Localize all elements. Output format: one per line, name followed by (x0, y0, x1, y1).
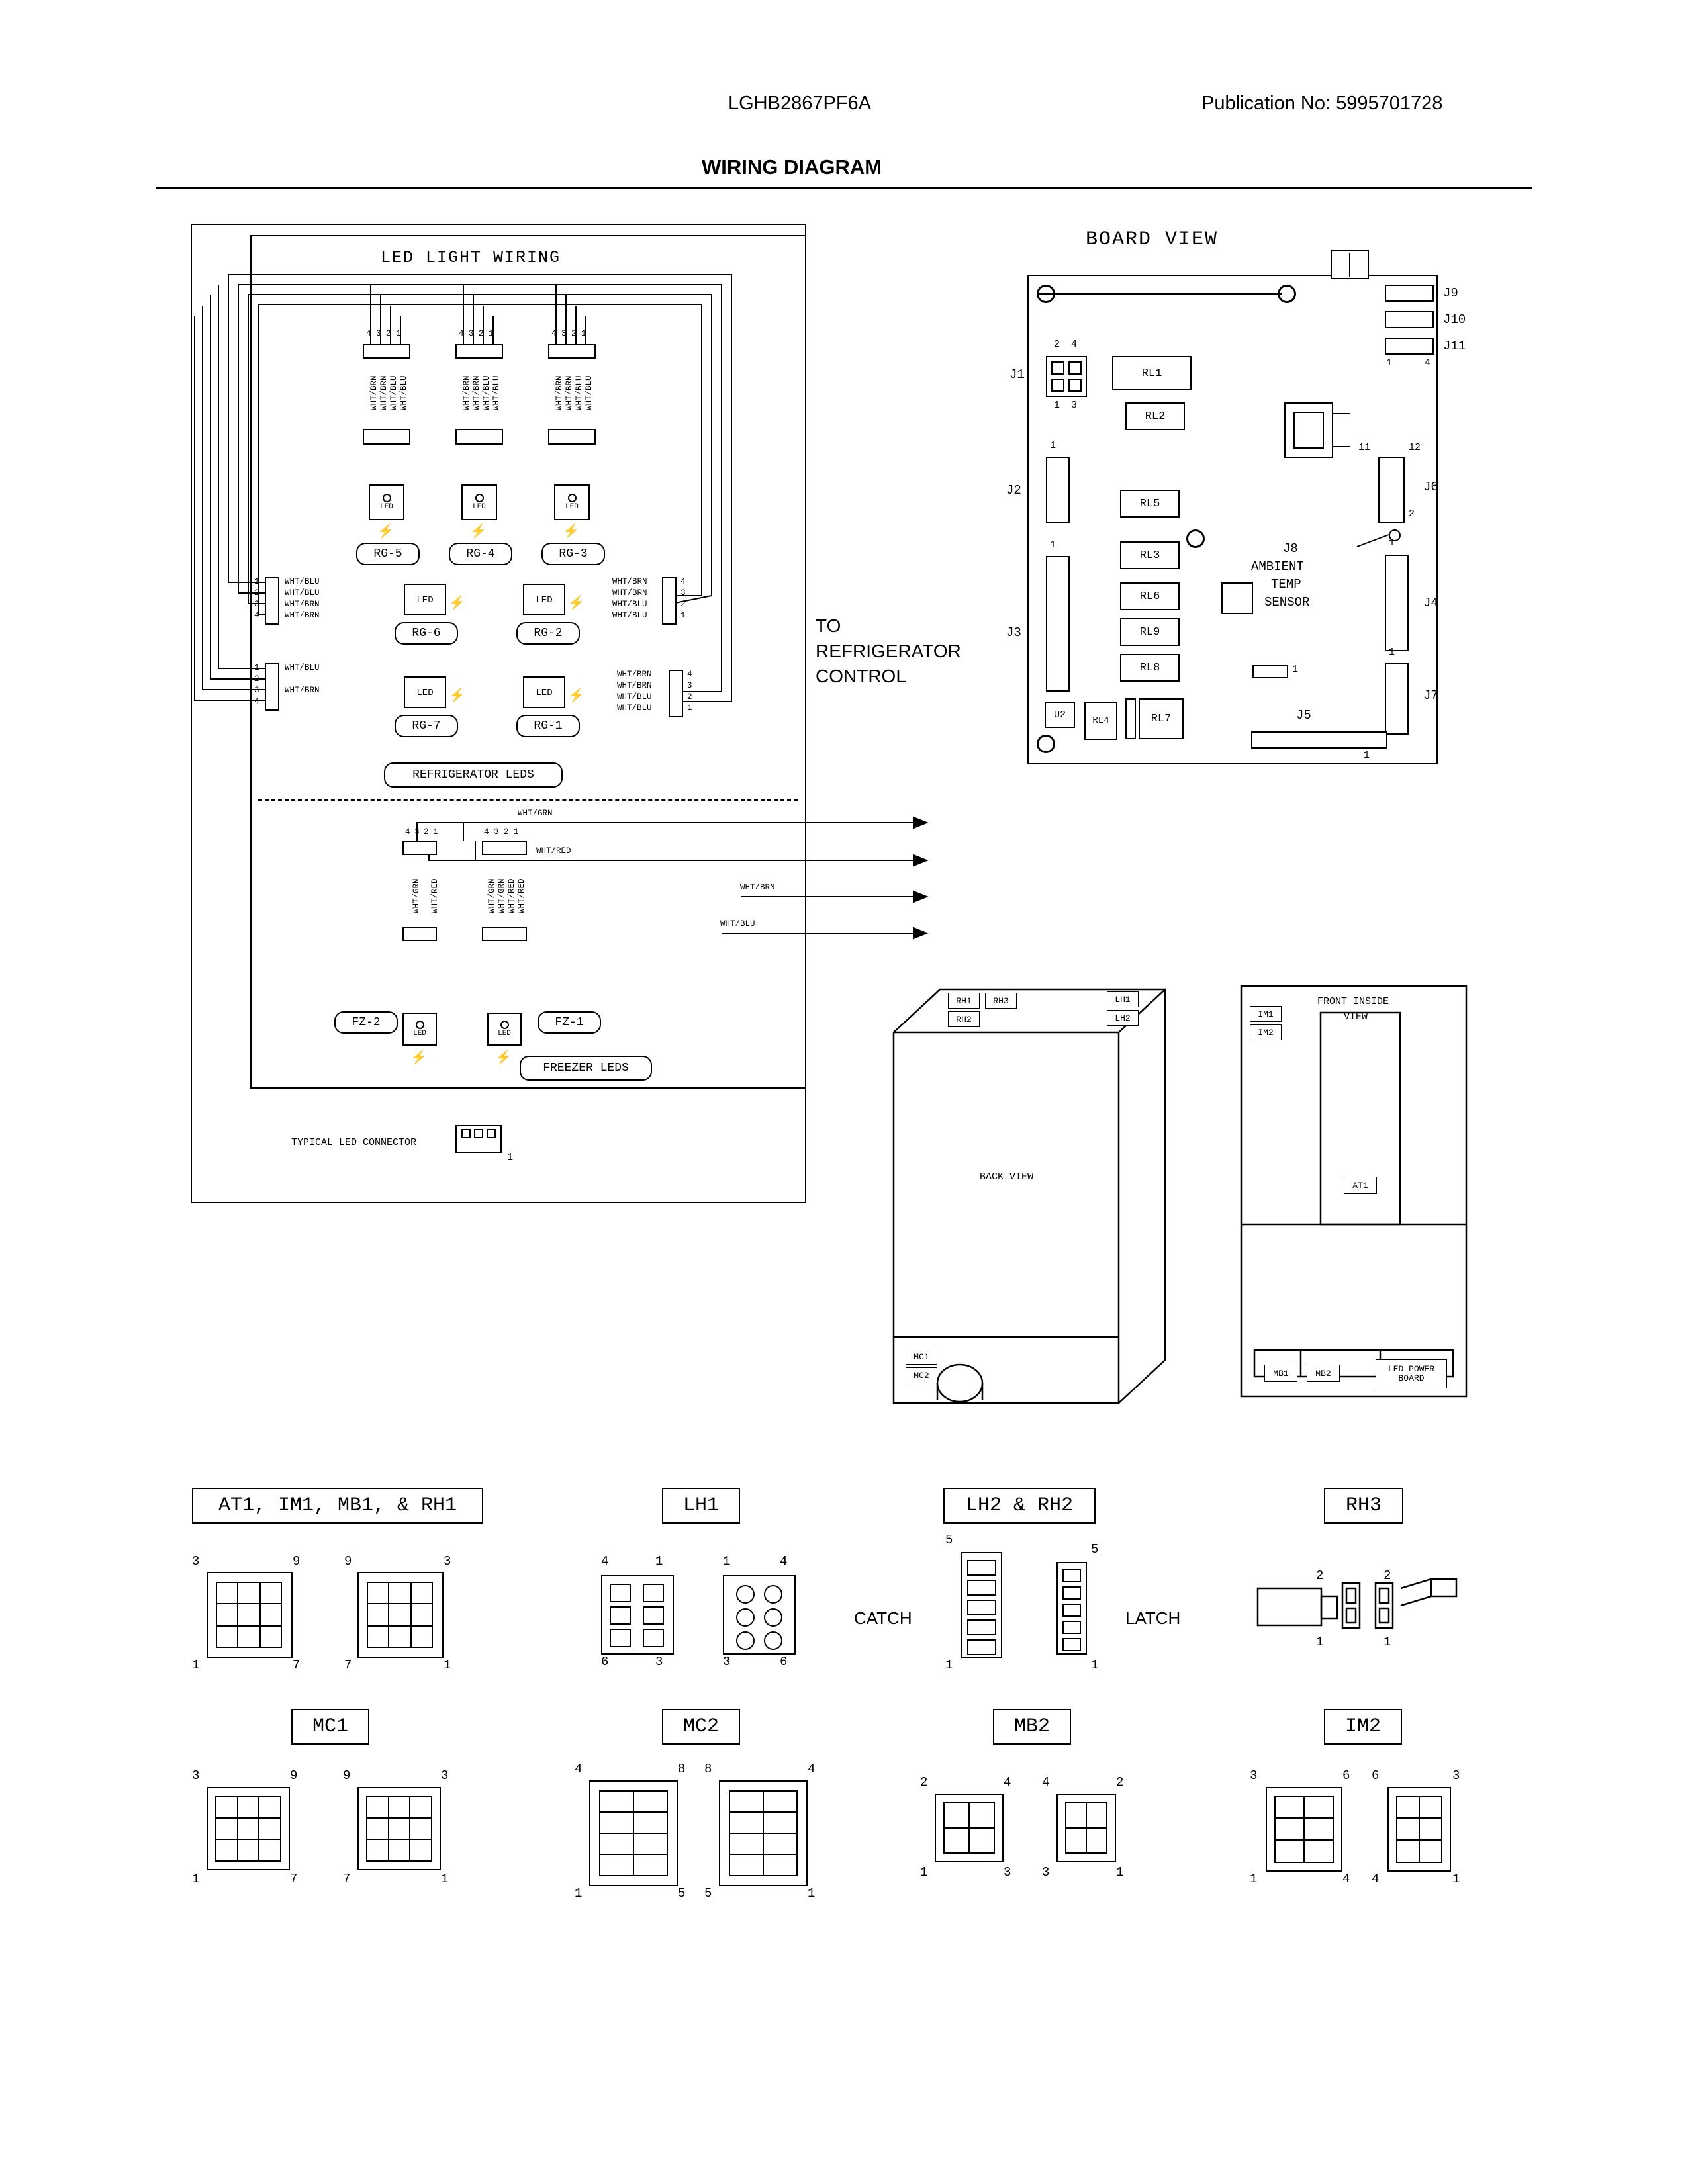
j1-pin-box-2 (1068, 361, 1082, 375)
publication-number: Publication No: 5995701728 (1201, 93, 1443, 114)
j3-label: J3 (1006, 625, 1021, 640)
sensor-label: SENSOR (1264, 595, 1310, 610)
refrigerator-leds-label: REFRIGERATOR LEDS (384, 762, 563, 788)
rg2-pin-1: 1 (680, 611, 686, 620)
rg5-led-header (363, 429, 410, 445)
relay-rl6: RL6 (1120, 582, 1180, 610)
j7-pin-1: 1 (1389, 647, 1395, 658)
lh1-left-pins (610, 1584, 696, 1677)
back-view-label: BACK VIEW (980, 1171, 1034, 1183)
to-refrigerator-control-line2: REFRIGERATOR (816, 641, 961, 661)
connector-title-lh2-rh2: LH2 & RH2 (943, 1488, 1096, 1524)
rg5-connector (363, 344, 410, 359)
rg2-wire-1: WHT/BRN (612, 577, 647, 586)
transformer-lead-bottom (1333, 446, 1350, 447)
mc1-left-pin-br: 7 (290, 1872, 298, 1886)
fz2-pin-3: 3 (414, 827, 420, 837)
fz2-pin-4: 4 (405, 827, 410, 837)
rg5-led (369, 484, 404, 520)
front-inside-view-label-2: VIEW (1344, 1011, 1368, 1023)
rg4-label: RG-4 (449, 543, 512, 565)
fz1-led (487, 1013, 522, 1046)
mc1-left-pin-tl: 3 (192, 1768, 200, 1783)
mb2-left-pin-tl: 2 (920, 1775, 928, 1790)
mc2-right-pin-tl: 8 (704, 1762, 712, 1776)
im2-left-pin-br: 4 (1342, 1872, 1350, 1886)
rg7-pin-2: 2 (254, 674, 259, 684)
at1-left-pin-br: 7 (293, 1658, 301, 1672)
rg7-pin-1: 1 (254, 663, 259, 672)
j9-label: J9 (1443, 286, 1458, 300)
relay-rl5: RL5 (1120, 490, 1180, 518)
page-title: WIRING DIAGRAM (702, 156, 882, 179)
board-transformer-core (1293, 412, 1324, 449)
rg5-led-dot (383, 494, 391, 502)
fz1-label: FZ-1 (538, 1011, 601, 1034)
connector-title-lh1: LH1 (662, 1488, 740, 1524)
rg7-pin-3: 3 (254, 686, 259, 695)
j3-pin-1: 1 (1050, 539, 1056, 551)
freezer-arrow-wire-4: WHT/BLU (720, 919, 755, 929)
fz1-wire-4: WHT/RED (517, 878, 526, 913)
rg1-wire-1: WHT/BRN (617, 670, 652, 679)
cabinet-label-mc2: MC2 (906, 1367, 937, 1383)
j5-label: J5 (1296, 708, 1311, 723)
rg1-pin-4: 4 (687, 670, 692, 679)
fz1-pin-1: 1 (514, 827, 519, 837)
rg6-wire-3: WHT/BRN (285, 600, 320, 609)
rg6-pin-4: 4 (254, 611, 259, 620)
rg4-wire-4: WHT/BLU (492, 375, 501, 410)
cabinet-label-lh1: LH1 (1107, 991, 1139, 1007)
rg7-connector (265, 663, 279, 711)
typical-led-connector-pin-number: 1 (507, 1152, 514, 1163)
mc2-left-pin-tl: 4 (575, 1762, 583, 1776)
fz2-wire-1: WHT/GRN (412, 878, 421, 913)
cabinet-label-rh3: RH3 (985, 993, 1017, 1009)
catch-label: CATCH (854, 1608, 912, 1628)
board-small-component-pin: 1 (1292, 664, 1299, 675)
board-small-component (1252, 665, 1288, 678)
rg2-connector (662, 577, 677, 625)
rg6-led-text: LED (416, 594, 434, 606)
j1-pin-box-1 (1051, 361, 1064, 375)
rg6-wire-1: WHT/BLU (285, 577, 320, 586)
board-top-connector-div (1349, 253, 1350, 277)
lh2-left-pin-1: 1 (945, 1658, 953, 1672)
mc2-right-pin-tr: 4 (808, 1762, 816, 1776)
fz2-connector (402, 841, 437, 855)
cabinet-label-at1: AT1 (1344, 1177, 1377, 1194)
mb2-right-pin-br: 1 (1116, 1865, 1124, 1880)
rh3-right-pin-2: 2 (1383, 1569, 1391, 1583)
ambient-label: AMBIENT (1251, 559, 1304, 574)
rg4-led-header (455, 429, 503, 445)
rg1-connector (669, 670, 683, 717)
j1-pin-box-4 (1068, 379, 1082, 392)
connector-title-mc1: MC1 (291, 1709, 369, 1745)
board-top-trace (1037, 293, 1282, 295)
j1-pin-4: 4 (1071, 339, 1078, 350)
led-power-board-line1: LED POWER (1387, 1363, 1435, 1374)
rg5-pin-4: 4 (366, 329, 371, 338)
rg2-wire-4: WHT/BLU (612, 611, 647, 620)
fz2-light-icon: ⚡ (410, 1050, 427, 1065)
board-vertical-component (1125, 698, 1136, 739)
mb2-left-pin-bl: 1 (920, 1865, 928, 1880)
rg3-led-header (548, 429, 596, 445)
lh1-right-pins (732, 1584, 818, 1677)
freezer-leds-label: FREEZER LEDS (520, 1056, 652, 1081)
rg4-wire-2: WHT/BRN (472, 375, 481, 410)
mc1-left-pin-tr: 9 (290, 1768, 298, 1783)
rg5-wire-4: WHT/BLU (399, 375, 408, 410)
rg5-label: RG-5 (356, 543, 420, 565)
fz1-wire-3: WHT/RED (507, 878, 516, 913)
typical-led-connector-label: TYPICAL LED CONNECTOR (291, 1137, 417, 1148)
fz2-led-dot (416, 1021, 424, 1029)
rg3-pin-2: 2 (571, 329, 577, 338)
at1-right-pin-bl: 7 (344, 1658, 352, 1672)
relay-rl4: RL4 (1084, 702, 1117, 740)
fz2-pin-2: 2 (424, 827, 429, 837)
j11-label: J11 (1443, 339, 1466, 353)
rg7-led-text: LED (416, 687, 434, 698)
im2-right-pin-tr: 3 (1452, 1768, 1460, 1783)
j9-connector (1385, 285, 1434, 302)
board-view-title: BOARD VIEW (1086, 228, 1219, 251)
im2-left-pin-bl: 1 (1250, 1872, 1258, 1886)
cabinet-label-lh2: LH2 (1107, 1010, 1139, 1026)
im2-right-pin-bl: 4 (1372, 1872, 1380, 1886)
board-square-component (1221, 582, 1253, 614)
relay-rl2: RL2 (1125, 402, 1185, 430)
fz1-pin-3: 3 (494, 827, 499, 837)
front-inside-view-label-1: FRONT INSIDE (1317, 996, 1389, 1007)
fz1-led-text: LED (498, 1030, 511, 1038)
rg4-light-icon: ⚡ (470, 524, 487, 539)
connector-title-mb2: MB2 (993, 1709, 1071, 1745)
rg4-wire-3: WHT/BLU (482, 375, 491, 410)
rg5-pin-1: 1 (396, 329, 401, 338)
rg4-led (461, 484, 497, 520)
cabinet-label-im1: IM1 (1250, 1006, 1282, 1022)
j10-label: J10 (1443, 312, 1466, 327)
led-power-board-label (1376, 1359, 1447, 1388)
fz2-wire-2: WHT/RED (430, 878, 440, 913)
rg6-pin-1: 1 (254, 577, 259, 586)
j1-pin-box-3 (1051, 379, 1064, 392)
mc2-left-pin-tr: 8 (678, 1762, 686, 1776)
cabinet-label-rh1: RH1 (948, 993, 980, 1009)
rg5-light-icon: ⚡ (377, 524, 394, 539)
relay-rl7: RL7 (1139, 698, 1184, 739)
lh1-left-pin-tr: 1 (655, 1554, 663, 1569)
rg5-wire-1: WHT/BRN (369, 375, 379, 410)
lh2-right-pin-5: 5 (1091, 1542, 1099, 1557)
j5-connector (1251, 731, 1387, 749)
mb2-right-grid (1066, 1803, 1139, 1882)
fz2-led-text: LED (413, 1030, 426, 1038)
rg3-led-dot (568, 494, 577, 502)
j6-label: J6 (1423, 480, 1438, 494)
to-refrigerator-control-line3: CONTROL (816, 666, 906, 686)
rg6-light-icon: ⚡ (449, 596, 465, 610)
rh3-connector-drawing (1258, 1569, 1536, 1674)
j3-connector (1046, 556, 1070, 692)
connector-title-mc2: MC2 (662, 1709, 740, 1745)
relay-rl3: RL3 (1120, 541, 1180, 569)
j1-pin-3: 3 (1071, 400, 1078, 411)
relay-rl9: RL9 (1120, 618, 1180, 646)
rg3-led-text: LED (565, 503, 579, 511)
rg6-pin-2: 2 (254, 588, 259, 598)
j1-pin-1: 1 (1054, 400, 1060, 411)
board-mount-hole-bl (1037, 735, 1055, 753)
rg3-wire-1: WHT/BRN (555, 375, 564, 410)
rg1-pin-3: 3 (687, 681, 692, 690)
lh2-left-pin-5: 5 (945, 1533, 953, 1547)
mc2-left-pin-br: 5 (678, 1886, 686, 1901)
transformer-lead-top (1333, 413, 1350, 414)
lh1-left-pin-bl: 6 (601, 1655, 609, 1669)
rg4-wire-1: WHT/BRN (462, 375, 471, 410)
cabinet-label-im2: IM2 (1250, 1024, 1282, 1040)
rg4-pin-1: 1 (489, 329, 494, 338)
freezer-arrow-wire-2: WHT/RED (536, 846, 571, 856)
at1-right-pin-tr: 3 (444, 1554, 451, 1569)
rg4-pin-4: 4 (459, 329, 464, 338)
lh1-right-pin-bl: 3 (723, 1655, 731, 1669)
mc2-right-pin-bl: 5 (704, 1886, 712, 1901)
rg3-pin-1: 1 (581, 329, 586, 338)
j6-pin-12: 12 (1409, 442, 1421, 453)
rg1-pin-2: 2 (687, 692, 692, 702)
j8-label: J8 (1283, 541, 1298, 556)
rg7-led (404, 676, 446, 708)
j2-pin-1: 1 (1050, 440, 1056, 451)
j6-pin-2: 2 (1409, 508, 1415, 520)
rg4-led-text: LED (473, 503, 486, 511)
j11-pin-4: 4 (1425, 357, 1431, 369)
j5-pin-1: 1 (1364, 750, 1370, 761)
relay-rl1: RL1 (1112, 356, 1192, 390)
rg2-led-text: LED (536, 594, 553, 606)
mb2-right-pin-tl: 4 (1042, 1775, 1050, 1790)
latch-label: LATCH (1125, 1608, 1181, 1628)
rg3-wire-4: WHT/BLU (585, 375, 594, 410)
rh3-left-pin-1: 1 (1316, 1635, 1324, 1649)
at1-left-pin-bl: 1 (192, 1658, 200, 1672)
fz1-led-dot (500, 1021, 509, 1029)
freezer-arrow-wire-3: WHT/BRN (740, 883, 775, 892)
lh1-right-pin-tr: 4 (780, 1554, 788, 1569)
rg7-wire-1: WHT/BLU (285, 663, 320, 672)
j7-connector (1385, 663, 1409, 735)
rg2-pin-4: 4 (680, 577, 686, 586)
rg1-wire-4: WHT/BLU (617, 704, 652, 713)
im2-left-pin-tl: 3 (1250, 1768, 1258, 1783)
rg6-led (404, 584, 446, 615)
rg4-pin-2: 2 (479, 329, 484, 338)
cabinet-label-mc1: MC1 (906, 1349, 937, 1365)
rg3-pin-3: 3 (561, 329, 567, 338)
lh1-left-pin-br: 3 (655, 1655, 663, 1669)
lh2-catch-pins (968, 1561, 1021, 1680)
mc1-right-pin-bl: 7 (343, 1872, 351, 1886)
j11-connector (1385, 338, 1434, 355)
fz2-pin-1: 1 (433, 827, 438, 837)
rg5-pin-3: 3 (376, 329, 381, 338)
rg5-led-text: LED (380, 503, 393, 511)
fz1-led-header (482, 927, 527, 941)
fz1-pin-4: 4 (484, 827, 489, 837)
board-mount-hole-mid (1186, 529, 1205, 548)
fz2-label: FZ-2 (334, 1011, 398, 1034)
rg7-pin-4: 4 (254, 697, 259, 706)
im2-left-pin-tr: 6 (1342, 1768, 1350, 1783)
fz1-light-icon: ⚡ (495, 1050, 512, 1065)
rg6-label: RG-6 (395, 622, 458, 645)
rg5-wire-2: WHT/BRN (379, 375, 389, 410)
rg3-wire-2: WHT/BRN (565, 375, 574, 410)
rg6-wire-4: WHT/BRN (285, 611, 320, 620)
j6-connector (1378, 457, 1405, 523)
temp-label: TEMP (1271, 577, 1301, 592)
rg2-pin-3: 3 (680, 588, 686, 598)
rg3-pin-4: 4 (551, 329, 557, 338)
fz2-led-header (402, 927, 437, 941)
lh1-right-pin-tl: 1 (723, 1554, 731, 1569)
rg4-connector (455, 344, 503, 359)
at1-right-pin-tl: 9 (344, 1554, 352, 1569)
mc2-right-pin-br: 1 (808, 1886, 816, 1901)
mc1-left-pin-bl: 1 (192, 1872, 200, 1886)
rg3-wire-3: WHT/BLU (575, 375, 584, 410)
mb2-left-pin-br: 3 (1004, 1865, 1011, 1880)
rg1-led (523, 676, 565, 708)
mc2-left-pin-bl: 1 (575, 1886, 583, 1901)
mb2-right-pin-bl: 3 (1042, 1865, 1050, 1880)
j4-pin-1: 1 (1389, 537, 1395, 549)
rg4-pin-3: 3 (469, 329, 474, 338)
connector-title-at1-group: AT1, IM1, MB1, & RH1 (192, 1488, 483, 1524)
rg1-label: RG-1 (516, 715, 580, 737)
rg2-led (523, 584, 565, 615)
model-number: LGHB2867PF6A (728, 93, 872, 114)
fz1-wire-2: WHT/GRN (497, 878, 506, 913)
rg7-wire-2: WHT/BRN (285, 686, 320, 695)
connector-title-im2: IM2 (1324, 1709, 1402, 1745)
fz1-pin-2: 2 (504, 827, 509, 837)
fz2-led (402, 1013, 437, 1046)
relay-rl8: RL8 (1120, 654, 1180, 682)
rg1-light-icon: ⚡ (568, 688, 585, 703)
rg3-label: RG-3 (541, 543, 605, 565)
rg1-wire-2: WHT/BRN (617, 681, 652, 690)
rg2-pin-2: 2 (680, 600, 686, 609)
rg3-led (554, 484, 590, 520)
lh1-left-pin-tl: 4 (601, 1554, 609, 1569)
rg2-wire-3: WHT/BLU (612, 600, 647, 609)
connector-title-rh3: RH3 (1324, 1488, 1403, 1524)
freezer-arrow-wire-1: WHT/GRN (518, 809, 553, 818)
at1-left-pin-tl: 3 (192, 1554, 200, 1569)
rh3-left-pin-2: 2 (1316, 1569, 1324, 1583)
rg1-pin-1: 1 (687, 704, 692, 713)
j6-pin-11: 11 (1358, 442, 1371, 453)
lh2-right-pin-1: 1 (1091, 1658, 1099, 1672)
j10-connector (1385, 311, 1434, 328)
led-light-wiring-title: LED LIGHT WIRING (381, 248, 561, 267)
to-refrigerator-control-line1: TO (816, 615, 841, 636)
mc1-right-pin-tl: 9 (343, 1768, 351, 1783)
j11-pin-1: 1 (1386, 357, 1393, 369)
j2-label: J2 (1006, 483, 1021, 498)
rg2-label: RG-2 (516, 622, 580, 645)
mb2-left-grid (944, 1803, 1023, 1882)
mc1-right-pin-tr: 3 (441, 1768, 449, 1783)
component-u2: U2 (1045, 702, 1075, 728)
control-board-outline (1027, 275, 1438, 764)
j2-connector (1046, 457, 1070, 523)
rg2-light-icon: ⚡ (568, 596, 585, 610)
lh1-right-pin-br: 6 (780, 1655, 788, 1669)
rg3-light-icon: ⚡ (563, 524, 579, 539)
rg1-led-text: LED (536, 687, 553, 698)
mb2-left-pin-tr: 4 (1004, 1775, 1011, 1790)
rg7-label: RG-7 (395, 715, 458, 737)
cabinet-label-mb2: MB2 (1307, 1365, 1340, 1382)
cabinet-label-rh2: RH2 (948, 1011, 980, 1027)
rh3-right-pin-1: 1 (1383, 1635, 1391, 1649)
mb2-right-pin-tr: 2 (1116, 1775, 1124, 1790)
mc1-right-pin-br: 1 (441, 1872, 449, 1886)
j4-label: J4 (1423, 596, 1438, 610)
rg1-wire-3: WHT/BLU (617, 692, 652, 702)
led-power-board-line2: BOARD (1398, 1373, 1425, 1383)
rg7-light-icon: ⚡ (449, 688, 465, 703)
rg5-wire-3: WHT/BLU (389, 375, 399, 410)
rg5-pin-2: 2 (386, 329, 391, 338)
j1-label: J1 (1009, 367, 1025, 382)
rg3-connector (548, 344, 596, 359)
cabinet-label-mb1: MB1 (1264, 1365, 1297, 1382)
rg2-wire-2: WHT/BRN (612, 588, 647, 598)
rg6-pin-3: 3 (254, 600, 259, 609)
rg6-connector (265, 577, 279, 625)
rg4-led-dot (475, 494, 484, 502)
j4-connector (1385, 555, 1409, 651)
im2-right-pin-br: 1 (1452, 1872, 1460, 1886)
j1-pin-2: 2 (1054, 339, 1060, 350)
at1-left-pin-tr: 9 (293, 1554, 301, 1569)
fz1-wire-1: WHT/GRN (487, 878, 496, 913)
at1-right-pin-br: 1 (444, 1658, 451, 1672)
fz1-connector (482, 841, 527, 855)
rg6-wire-2: WHT/BLU (285, 588, 320, 598)
j7-label: J7 (1423, 688, 1438, 703)
im2-right-pin-tl: 6 (1372, 1768, 1380, 1783)
